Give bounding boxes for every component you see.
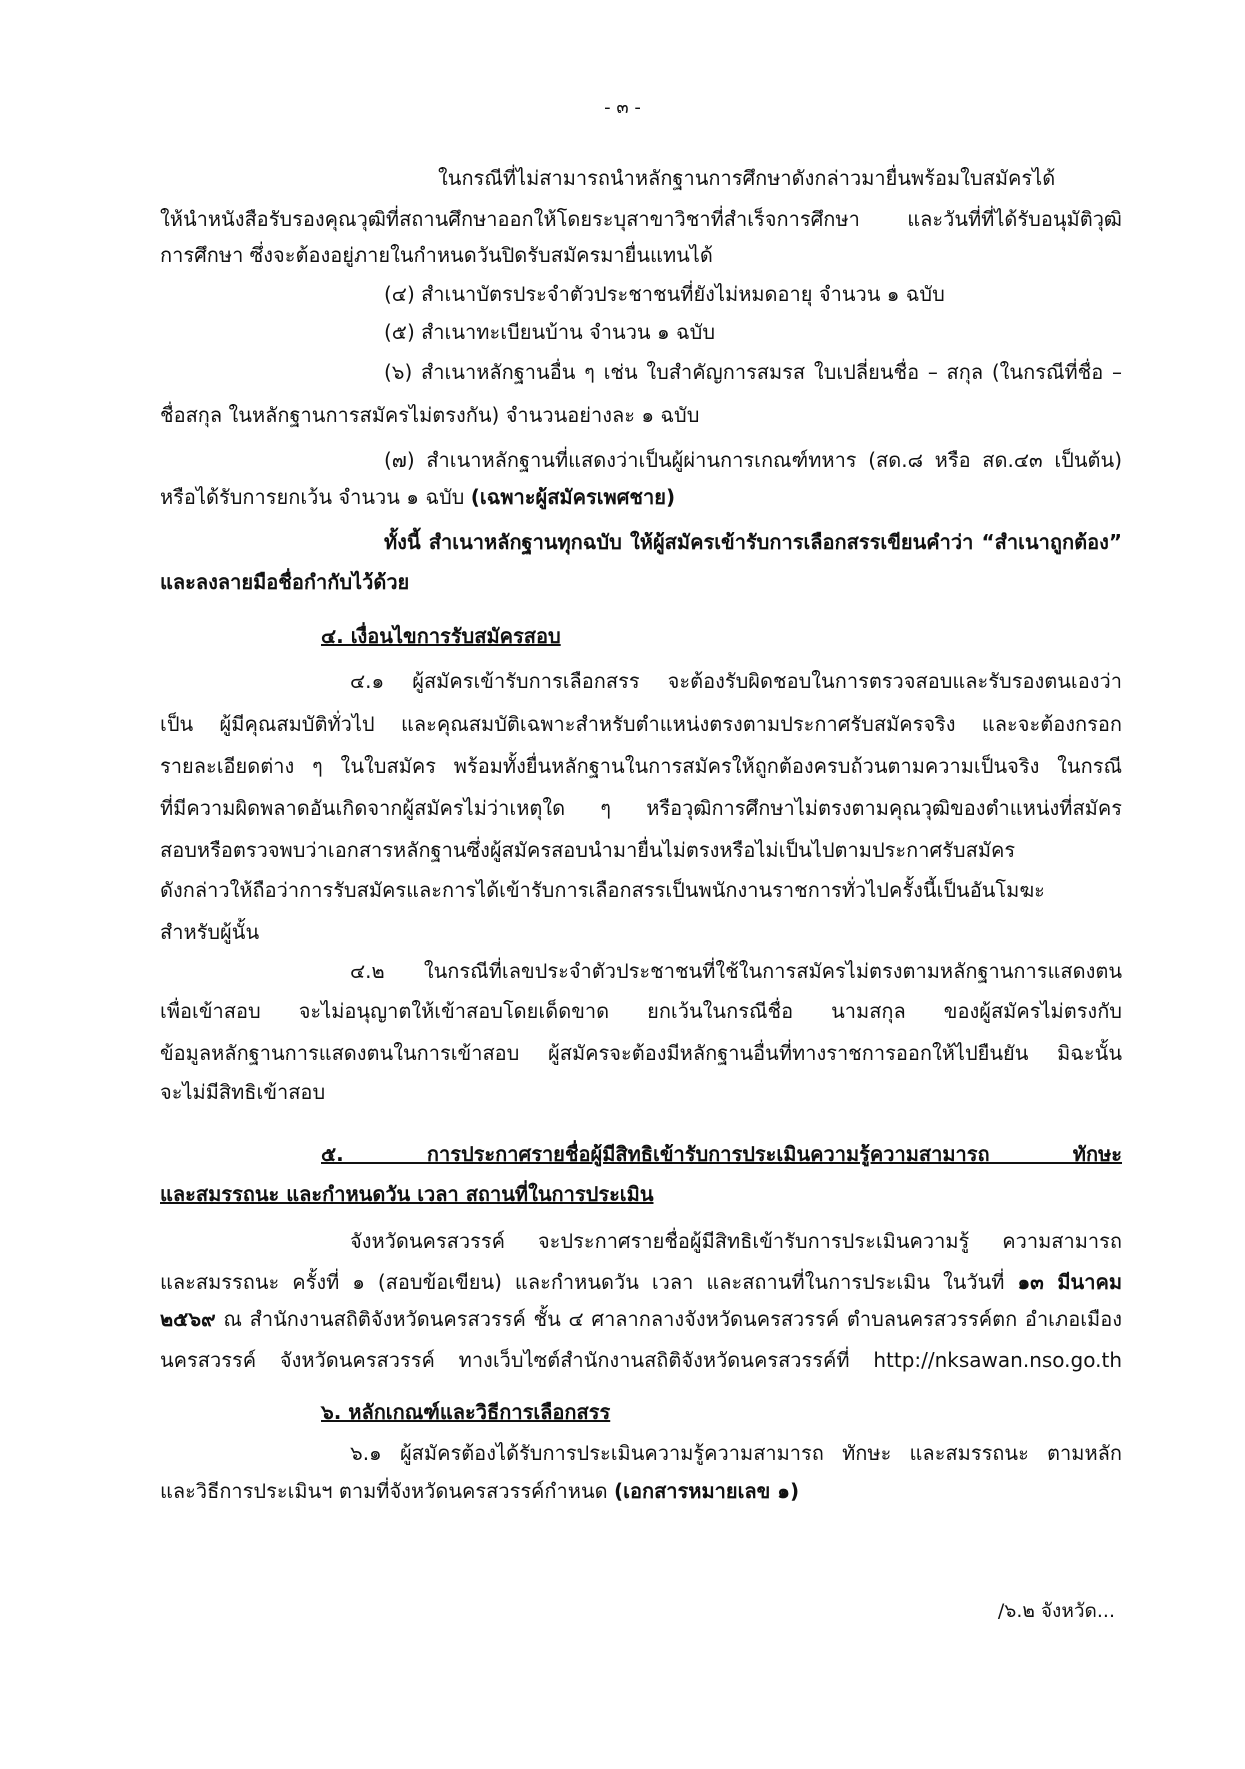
text-segment: ๔.๒ ในกรณีที่เลขประจำตัวประชาชนที่ใช้ในการสมัครไม่ตรงตามหลักฐานการแสดงตน bbox=[350, 959, 1122, 983]
text-segment: (๔) สำเนาบัตรประจำตัวประชาชนที่ยังไม่หมดอายุ จำนวน ๑ ฉบับ bbox=[384, 282, 945, 306]
text-line bbox=[384, 357, 1122, 387]
text-line bbox=[321, 1139, 1122, 1169]
text-line bbox=[160, 482, 675, 512]
text-segment: จังหวัดนครสวรรค์ จะประกาศรายชื่อผู้มีสิทธิเข้ารับการประเมินความรู้ ความสามารถ bbox=[350, 1229, 1122, 1253]
text-segment: เพื่อเข้าสอบ จะไม่อนุญาตให้เข้าสอบโดยเด็ดขาด ยกเว้นในกรณีชื่อ นามสกุล ของผู้สมัครไม่ตรงกับ bbox=[160, 999, 1122, 1023]
text-segment: และวิธีการประเมินฯ ตามที่จังหวัดนครสวรรค์กำหนด bbox=[160, 1479, 614, 1503]
section-heading: และสมรรถนะ และกำหนดวัน เวลา สถานที่ในการประเมิน bbox=[160, 1182, 654, 1206]
text-line bbox=[160, 1476, 799, 1506]
text-line bbox=[160, 1345, 1122, 1375]
text-segment: หรือได้รับการยกเว้น จำนวน ๑ ฉบับ bbox=[160, 485, 471, 509]
text-line bbox=[160, 751, 1122, 781]
text-segment: ในกรณีที่ไม่สามารถนำหลักฐานการศึกษาดังกล่าวมายื่นพร้อมใบสมัครได้ bbox=[438, 166, 1056, 190]
text-segment: ๖.๑ ผู้สมัครต้องได้รับการประเมินความรู้ความสามารถ ทักษะ และสมรรถนะ ตามหลัก bbox=[350, 1441, 1122, 1465]
text-line bbox=[160, 709, 1122, 739]
text-line bbox=[160, 204, 1122, 234]
text-line bbox=[350, 956, 1122, 986]
text-segment: ทั้งนี้ สำเนาหลักฐานทุกฉบับ ให้ผู้สมัครเข้ารับการเลือกสรรเขียนคำว่า “สำเนาถูกต้อง” bbox=[384, 530, 1122, 554]
text-line bbox=[160, 240, 713, 270]
text-segment: และลงลายมือชื่อกำกับไว้ด้วย bbox=[160, 570, 410, 594]
text-line bbox=[384, 317, 715, 347]
text-line bbox=[160, 793, 1122, 823]
text-line bbox=[160, 567, 409, 597]
section-heading: ๔. เงื่อนไขการรับสมัครสอบ bbox=[321, 624, 561, 648]
text-segment: (๗) สำเนาหลักฐานที่แสดงว่าเป็นผู้ผ่านการเกณฑ์ทหาร (สด.๘ หรือ สด.๔๓ เป็นต้น) bbox=[384, 448, 1122, 472]
text-segment: ๑๓ มีนาคม bbox=[1017, 1270, 1122, 1294]
continuation-footer: /๖.๒ จังหวัด... bbox=[997, 1600, 1115, 1622]
text-line bbox=[160, 400, 699, 430]
text-segment: รายละเอียดต่าง ๆ ในใบสมัคร พร้อมทั้งยื่นหลักฐานในการสมัครให้ถูกต้องครบถ้วนตามความเป็นจริง ในกรณี bbox=[160, 754, 1122, 778]
text-line bbox=[160, 1038, 1122, 1068]
text-segment: ให้นำหนังสือรับรองคุณวุฒิที่สถานศึกษาออกให้โดยระบุสาขาวิชาที่สำเร็จการศึกษา และวันที่ที่ได้รับอนุมัติวุฒิ bbox=[160, 207, 1122, 231]
text-line bbox=[321, 1397, 610, 1427]
text-segment: ๔.๑ ผู้สมัครเข้ารับการเลือกสรร จะต้องรับผิดชอบในการตรวจสอบและรับรองตนเองว่า bbox=[350, 669, 1122, 693]
text-segment: สำหรับผู้นั้น bbox=[160, 920, 260, 944]
text-segment: ข้อมูลหลักฐานการแสดงตนในการเข้าสอบ ผู้สมัครจะต้องมีหลักฐานอื่นที่ทางราชการออกให้ไปยืนยัน มิฉะนั้น bbox=[160, 1041, 1122, 1065]
text-line bbox=[384, 279, 945, 309]
text-segment: ณ สำนักงานสถิติจังหวัดนครสวรรค์ ชั้น ๔ ศาลากลางจังหวัดนครสวรรค์ ตำบลนครสวรรค์ตก อำเภอเมือง bbox=[215, 1307, 1122, 1331]
text-line bbox=[160, 1304, 1122, 1334]
text-line bbox=[160, 996, 1122, 1026]
text-segment: (เฉพาะผู้สมัครเพศชาย) bbox=[470, 485, 676, 509]
text-segment: (๖) สำเนาหลักฐานอื่น ๆ เช่น ใบสำคัญการสมรส ใบเปลี่ยนชื่อ – สกุล (ในกรณีที่ชื่อ – bbox=[384, 360, 1122, 384]
text-segment: (เอกสารหมายเลข ๑) bbox=[613, 1479, 800, 1503]
text-segment: นครสวรรค์ จังหวัดนครสวรรค์ ทางเว็บไซต์สำนักงานสถิติจังหวัดนครสวรรค์ที่ http://nksawan.nso.go.th bbox=[160, 1348, 1122, 1372]
text-line bbox=[384, 445, 1122, 475]
section-heading: ๖. หลักเกณฑ์และวิธีการเลือกสรร bbox=[321, 1400, 611, 1424]
text-line bbox=[160, 1267, 1122, 1297]
text-line bbox=[438, 163, 1122, 193]
text-line bbox=[350, 1438, 1122, 1468]
text-line bbox=[350, 666, 1122, 696]
text-segment: เป็น ผู้มีคุณสมบัติทั่วไป และคุณสมบัติเฉพาะสำหรับตำแหน่งตรงตามประกาศรับสมัครจริง และจะต้องกรอก bbox=[160, 712, 1122, 736]
text-segment: ชื่อสกุล ในหลักฐานการสมัครไม่ตรงกัน) จำนวนอย่างละ ๑ ฉบับ bbox=[160, 403, 700, 427]
text-line bbox=[350, 1226, 1122, 1256]
text-segment: สอบหรือตรวจพบว่าเอกสารหลักฐานซึ่งผู้สมัครสอบนำมายื่นไม่ตรงหรือไม่เป็นไปตามประกาศรับสมัคร bbox=[160, 838, 1016, 862]
text-line bbox=[384, 527, 1122, 557]
text-line bbox=[321, 621, 561, 651]
text-segment: ดังกล่าวให้ถือว่าการรับสมัครและการได้เข้ารับการเลือกสรรเป็นพนักงานราชการทั่วไปครั้งนี้เป็นอันโมฆะ bbox=[160, 878, 1045, 902]
page-number: - ๓ - bbox=[604, 97, 641, 118]
text-segment: จะไม่มีสิทธิเข้าสอบ bbox=[160, 1080, 326, 1104]
text-line bbox=[160, 1077, 325, 1107]
text-segment: การศึกษา ซึ่งจะต้องอยู่ภายในกำหนดวันปิดรับสมัครมายื่นแทนได้ bbox=[160, 243, 713, 267]
section-heading: ๕. การประกาศรายชื่อผู้มีสิทธิเข้ารับการประเมินความรู้ความสามารถ ทักษะ bbox=[321, 1142, 1122, 1166]
text-segment: ๒๕๖๙ bbox=[160, 1307, 216, 1331]
text-segment: (๕) สำเนาทะเบียนบ้าน จำนวน ๑ ฉบับ bbox=[384, 320, 716, 344]
text-segment: ที่มีความผิดพลาดอันเกิดจากผู้สมัครไม่ว่าเหตุใด ๆ หรือวุฒิการศึกษาไม่ตรงตามคุณวุฒิของตำแหน่งที่สมัคร bbox=[160, 796, 1122, 820]
text-line bbox=[160, 917, 259, 947]
text-line bbox=[160, 875, 1122, 905]
text-line bbox=[160, 1179, 654, 1209]
text-line bbox=[160, 835, 1122, 865]
text-segment: และสมรรถนะ ครั้งที่ ๑ (สอบข้อเขียน) และกำหนดวัน เวลา และสถานที่ในการประเมิน ในวันที่ bbox=[160, 1270, 1018, 1294]
